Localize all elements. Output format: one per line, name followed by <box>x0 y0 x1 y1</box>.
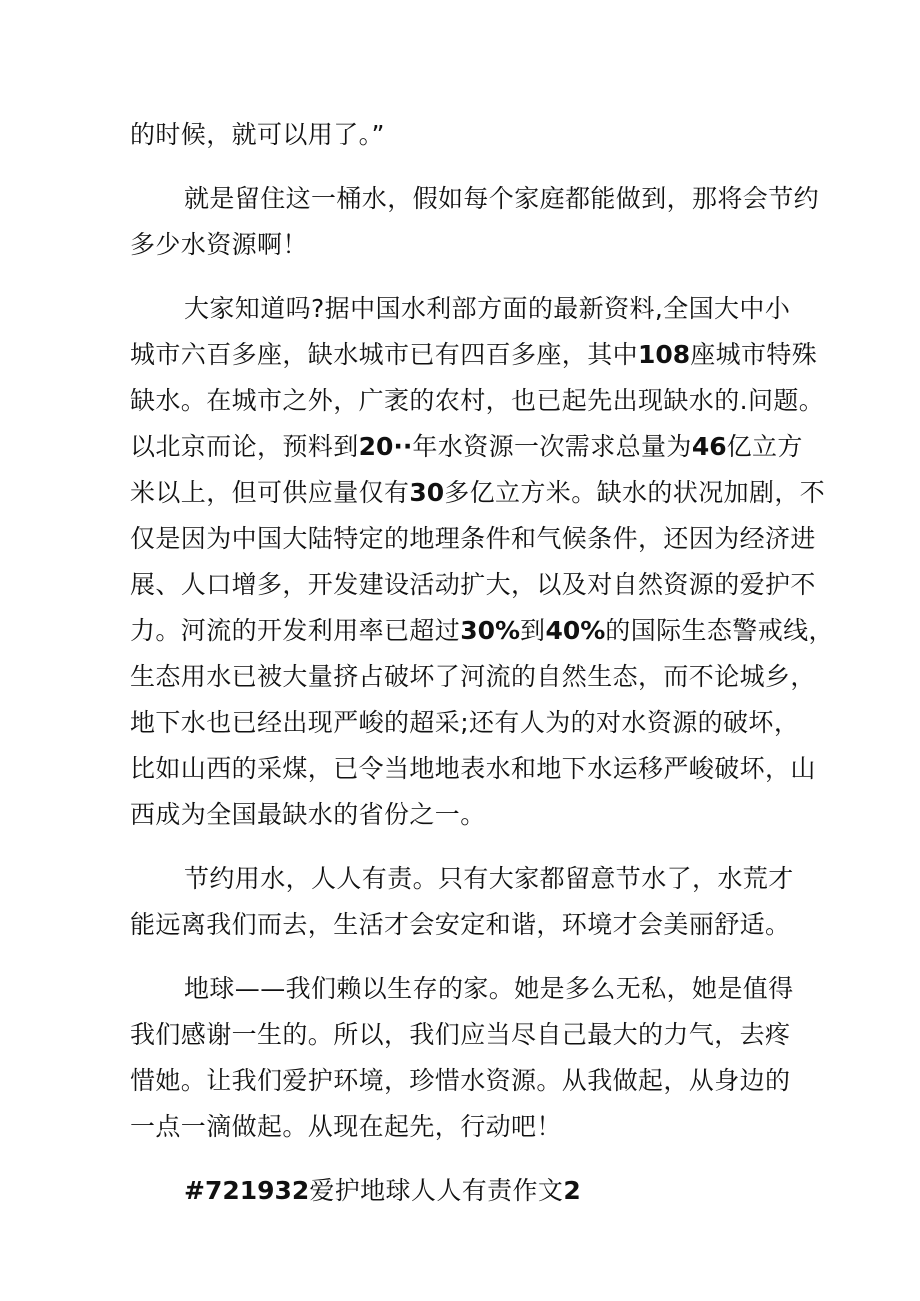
paragraph-gap <box>130 1150 810 1168</box>
text-line: 大家知道吗?据中国水利部方面的最新资料,全国大中小 <box>184 294 791 323</box>
text-line: 多少水资源啊！ <box>130 230 308 259</box>
text-segment: 亿立方 <box>726 432 803 461</box>
text-segment: 多亿立方米。缺水的状况加剧，不 <box>444 478 826 507</box>
section-heading <box>130 1168 810 1214</box>
text-line: 就是留住这一桶水，假如每个家庭都能做到，那将会节约 <box>184 184 820 213</box>
text-line: 能远离我们而去，生活才会安定和谐，环境才会美丽舒适。 <box>130 910 791 939</box>
text-line: 西成为全国最缺水的省份之一。 <box>130 800 486 829</box>
number-highlight: 30% <box>460 616 521 645</box>
text-line: 缺水。在城市之外，广袤的农村，也已起先出现缺水的.问题。 <box>130 386 825 415</box>
text-line <box>130 608 834 654</box>
paragraph-4 <box>130 856 810 948</box>
heading-id: #721932 <box>184 1176 310 1205</box>
number-highlight: 108 <box>638 340 691 369</box>
text-line: 我们感谢一生的。所以，我们应当尽自己最大的力气，去疼 <box>130 1020 791 1049</box>
document-body <box>130 112 834 1214</box>
text-line <box>130 332 818 378</box>
paragraph-1 <box>130 112 810 158</box>
number-highlight: 46 <box>691 432 727 461</box>
text-line: 一点一滴做起。从现在起先，行动吧！ <box>130 1112 562 1141</box>
paragraph-gap <box>130 268 810 286</box>
text-segment: 城市六百多座，缺水城市已有四百多座，其中 <box>130 340 639 369</box>
heading-title: 爱护地球人人有责作文 <box>309 1176 564 1205</box>
text-line: 展、人口增多，开发建设活动扩大，以及对自然资源的爱护不 <box>130 570 816 599</box>
heading-line <box>130 1168 810 1214</box>
text-segment: 力。河流的开发利用率已超过 <box>130 616 461 645</box>
text-line <box>130 470 826 516</box>
text-segment: 的国际生态警戒线， <box>605 616 834 645</box>
paragraph-gap <box>130 158 810 176</box>
text-line <box>130 424 810 470</box>
text-line: 生态用水已被大量挤占破坏了河流的自然生态，而不论城乡， <box>130 662 816 691</box>
number-highlight: 40% <box>545 616 606 645</box>
paragraph-gap <box>130 838 810 856</box>
paragraph-5 <box>130 966 810 1150</box>
number-highlight: 20·· <box>358 432 413 461</box>
text-line: 比如山西的采煤，已令当地地表水和地下水运移严峻破坏，山 <box>130 754 816 783</box>
text-segment: 米以上，但可供应量仅有 <box>130 478 410 507</box>
text-segment: 到 <box>520 616 546 645</box>
text-line: 的时候，就可以用了。” <box>130 120 385 149</box>
paragraph-2 <box>130 176 820 268</box>
text-segment: 年水资源一次需求总量为 <box>412 432 692 461</box>
number-highlight: 30 <box>409 478 445 507</box>
text-line: 地球——我们赖以生存的家。她是多么无私，她是值得 <box>184 974 794 1003</box>
paragraph-3 <box>130 286 834 838</box>
text-line: 仅是因为中国大陆特定的地理条件和气候条件，还因为经济进 <box>130 524 816 553</box>
text-line: 节约用水，人人有责。只有大家都留意节水了，水荒才 <box>184 864 794 893</box>
text-segment: 座城市特殊 <box>690 340 818 369</box>
text-line: 地下水也已经出现严峻的超采;还有人为的对水资源的破坏， <box>130 708 800 737</box>
text-line: 惜她。让我们爱护环境，珍惜水资源。从我做起，从身边的 <box>130 1066 791 1095</box>
paragraph-gap <box>130 948 810 966</box>
heading-number: 2 <box>563 1176 581 1205</box>
text-segment: 以北京而论，预料到 <box>130 432 359 461</box>
